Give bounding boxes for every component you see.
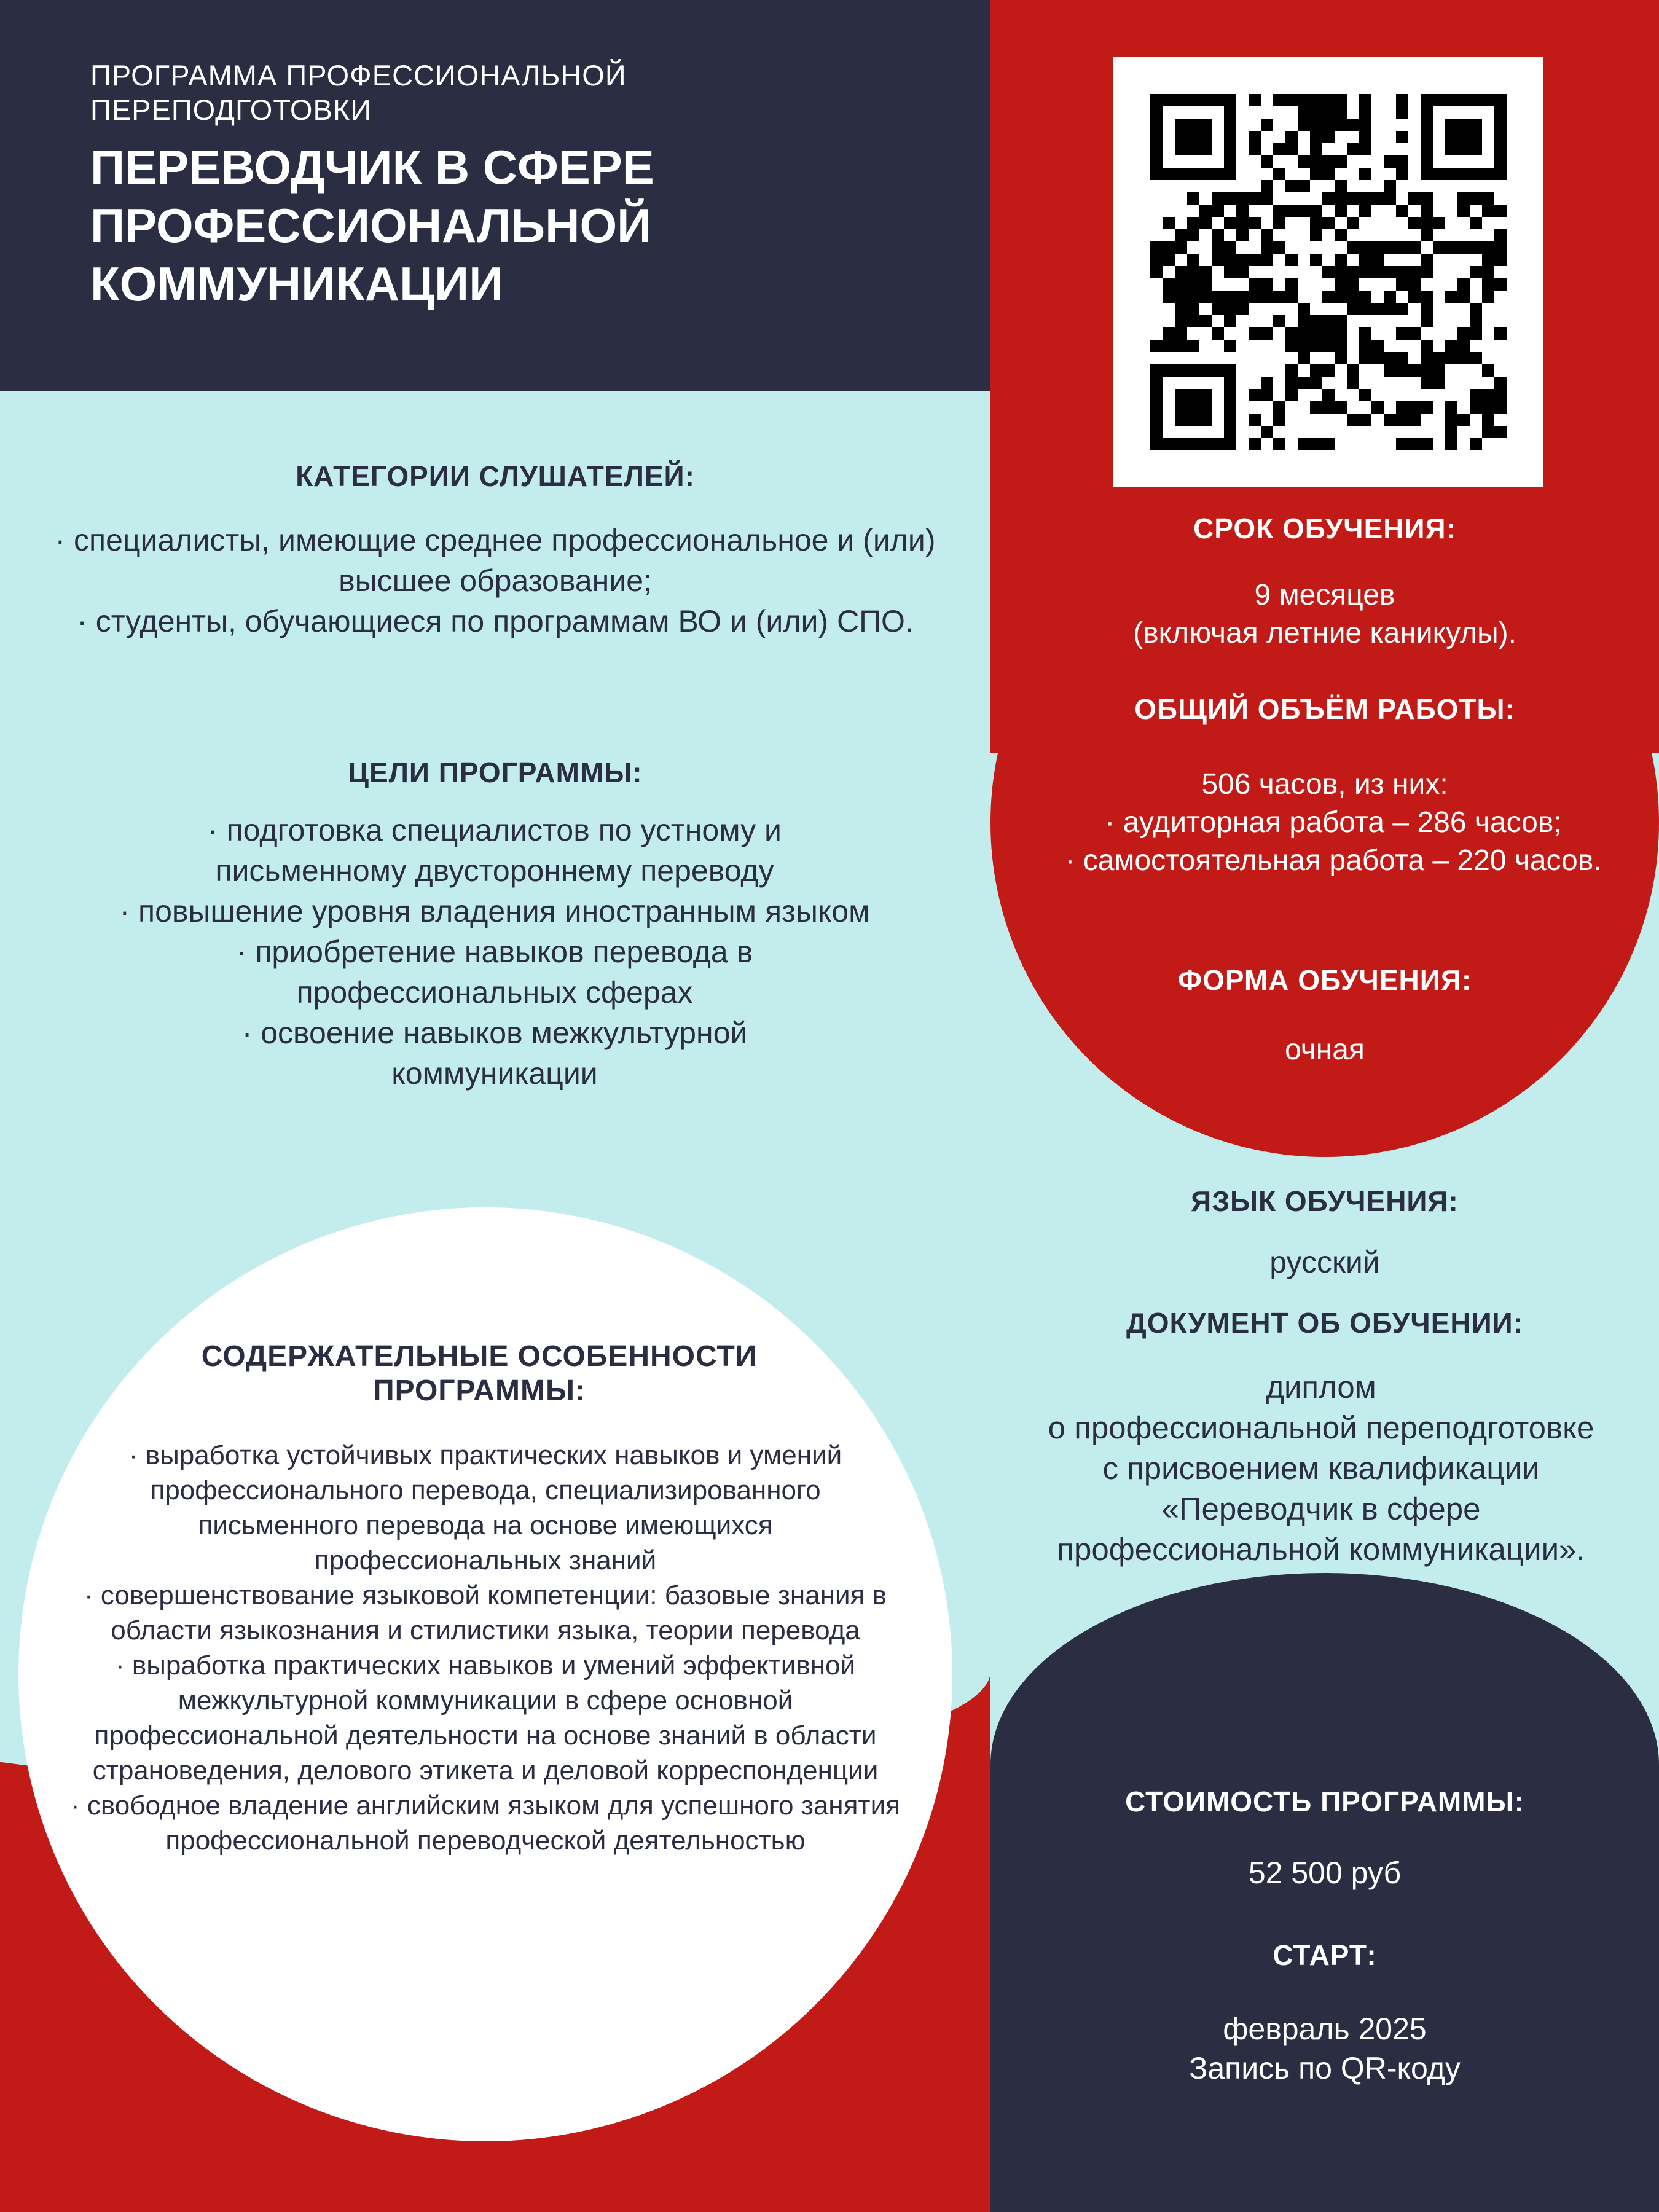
list-item: · совершенствование языковой компетенции: базовые знания в области языкознания и стилистики языка, теории перевода [68, 1578, 903, 1648]
list-item: · студенты, обучающиеся по программам ВО и (или) СПО. [0, 601, 990, 641]
list-item: · повышение уровня владения иностранным языком [111, 891, 879, 931]
list-item: · аудиторная работа – 286 часов; [1045, 804, 1622, 842]
workload-list [1045, 804, 1622, 880]
language-value: русский [1269, 1245, 1380, 1279]
document-line: «Переводчик в сфере [1161, 1491, 1481, 1526]
duration-heading: СРОК ОБУЧЕНИЯ: [1193, 512, 1456, 544]
workload-total: 506 часов, из них: [1201, 768, 1448, 801]
features-heading: СОДЕРЖАТЕЛЬНЫЕ ОСОБЕННОСТИ ПРОГРАММЫ: [201, 1340, 758, 1407]
categories-heading: КАТЕГОРИИ СЛУШАТЕЛЕЙ: [296, 460, 695, 492]
language-heading: ЯЗЫК ОБУЧЕНИЯ: [1191, 1185, 1459, 1217]
document-line: о профессиональной переподготовке [1048, 1410, 1594, 1445]
list-item: · подготовка специалистов по устному и письменному двустороннему переводу [111, 810, 879, 891]
categories-list [0, 520, 990, 641]
document-text [983, 1367, 1659, 1570]
form-value: очная [1285, 1033, 1365, 1066]
document-heading: ДОКУМЕНТ ОБ ОБУЧЕНИИ: [1126, 1307, 1524, 1339]
document-line: диплом [1266, 1370, 1376, 1405]
document-line: с присвоением квалификации [1102, 1451, 1540, 1486]
goals-heading: ЦЕЛИ ПРОГРАММЫ: [348, 756, 643, 788]
qr-code-icon[interactable] [1113, 57, 1543, 487]
form-heading: ФОРМА ОБУЧЕНИЯ: [1177, 964, 1472, 996]
list-item: · освоение навыков межкультурной коммуникации [111, 1013, 879, 1094]
list-item: · свободное владение английским языком для успешного занятия профессиональной переводческой деятельностью [68, 1788, 903, 1858]
features-list [68, 1438, 903, 1858]
workload-heading: ОБЩИЙ ОБЪЁМ РАБОТЫ: [1134, 693, 1515, 725]
cost-panel [990, 1782, 1659, 2212]
goals-list [111, 810, 879, 1094]
duration-note: (включая летние каникулы). [1133, 617, 1516, 649]
list-item: · приобретение навыков перевода в профессиональных сферах [111, 931, 879, 1013]
start-heading: СТАРТ: [1273, 1939, 1377, 1971]
list-item: · специалисты, имеющие среднее профессиональное и (или) высшее образование; [0, 520, 990, 601]
start-value: февраль 2025 [1223, 2012, 1427, 2046]
list-item: · выработка устойчивых практических навыков и умений профессионального перевода, специализированного письменного перевода на основе имеющихся профессиональных знаний [68, 1438, 903, 1578]
duration-value: 9 месяцев [1254, 579, 1395, 611]
list-item: · самостоятельная работа – 220 часов. [1045, 842, 1622, 880]
list-item: · выработка практических навыков и умений эффективной межкультурной коммуникации в сфере основной профессиональной деятельности на основе знаний в области страноведения, делового этикета и деловой корреспонденции [68, 1648, 903, 1788]
program-subtitle: ПРОГРАММА ПРОФЕССИОНАЛЬНОЙ ПЕРЕПОДГОТОВКИ [90, 59, 627, 126]
program-title: ПЕРЕВОДЧИК В СФЕРЕ ПРОФЕССИОНАЛЬНОЙ КОММУНИКАЦИИ [90, 140, 654, 311]
qr-code-graphic [1113, 57, 1543, 487]
cost-value: 52 500 руб [1248, 1856, 1402, 1890]
cost-heading: СТОИМОСТЬ ПРОГРАММЫ: [1125, 1786, 1524, 1818]
document-line: профессиональной коммуникации». [1057, 1532, 1585, 1567]
start-note: Запись по QR-коду [1189, 2051, 1461, 2085]
